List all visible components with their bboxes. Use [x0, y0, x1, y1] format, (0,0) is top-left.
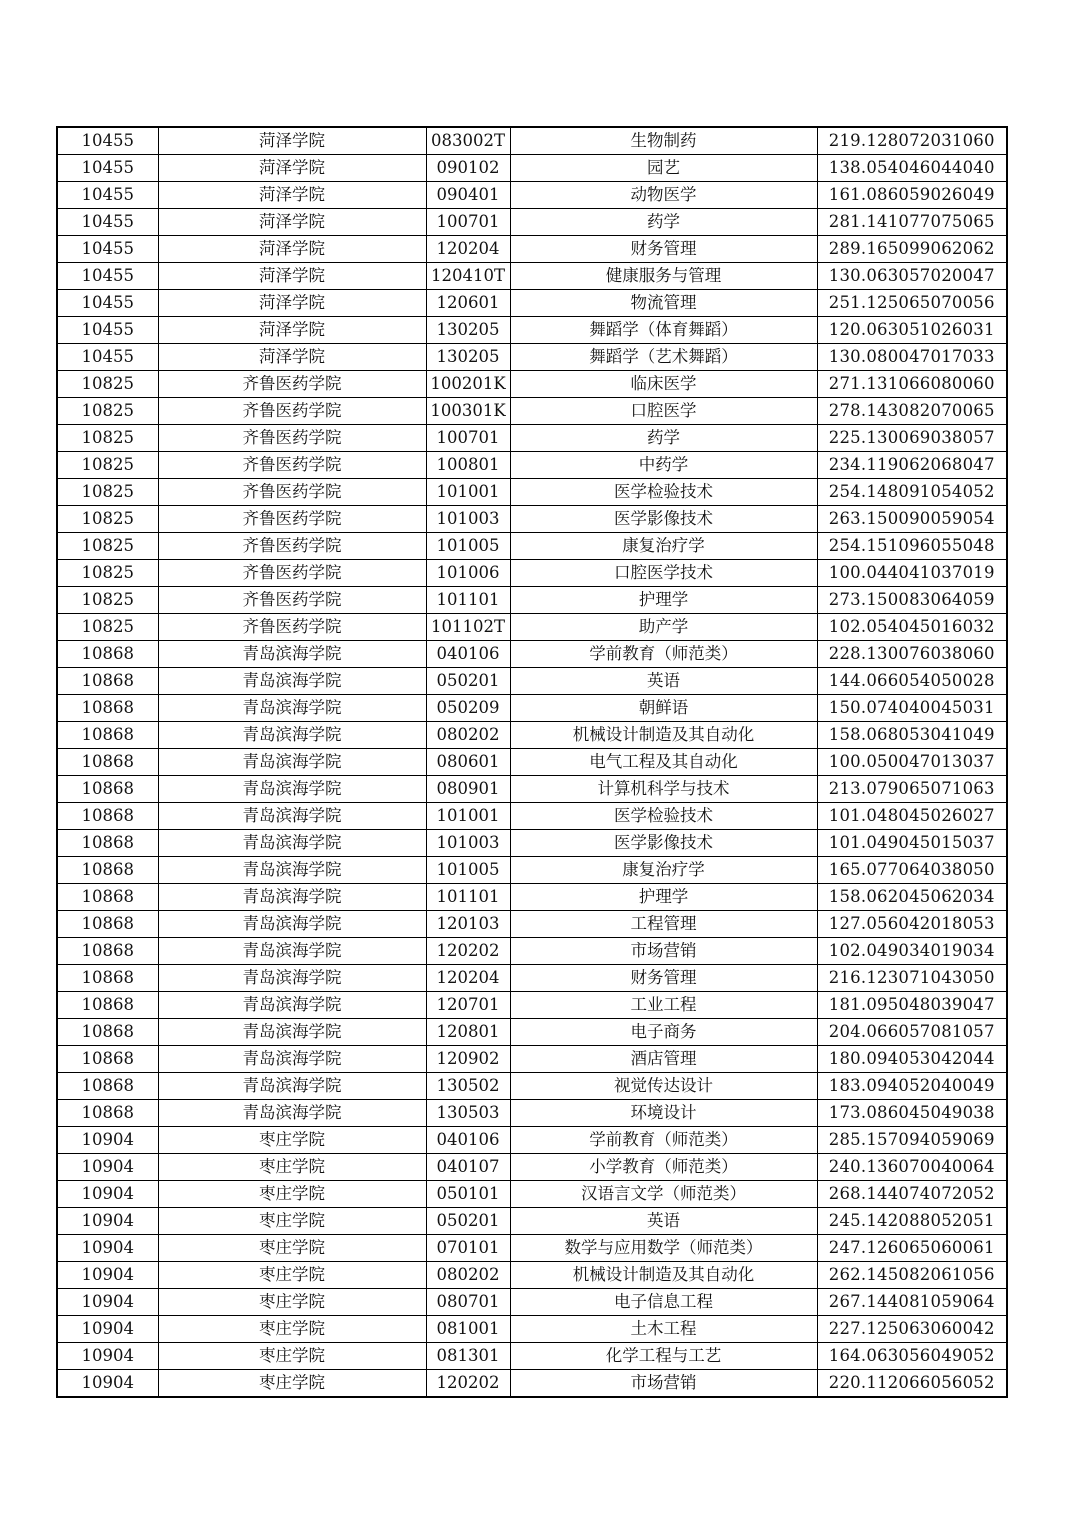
school-code-cell: 10868 — [57, 641, 158, 668]
table-row — [57, 344, 1007, 371]
school-name-cell: 枣庄学院 — [158, 1235, 426, 1262]
major-code-cell: 101006 — [426, 560, 510, 587]
major-code-cell: 040107 — [426, 1154, 510, 1181]
school-name-cell: 齐鲁医药学院 — [158, 479, 426, 506]
table-row — [57, 803, 1007, 830]
major-name-cell: 动物医学 — [510, 182, 817, 209]
major-code-cell: 101001 — [426, 803, 510, 830]
table-row — [57, 506, 1007, 533]
school-code-cell: 10825 — [57, 452, 158, 479]
table-row — [57, 857, 1007, 884]
school-name-cell: 菏泽学院 — [158, 344, 426, 371]
table-body — [57, 127, 1007, 1397]
major-name-cell: 机械设计制造及其自动化 — [510, 1262, 817, 1289]
school-code-cell: 10868 — [57, 884, 158, 911]
score-cell: 267.144081059064 — [817, 1289, 1007, 1316]
school-code-cell: 10455 — [57, 236, 158, 263]
major-code-cell: 050209 — [426, 695, 510, 722]
score-cell: 138.054046044040 — [817, 155, 1007, 182]
major-code-cell: 120202 — [426, 1370, 510, 1398]
school-code-cell: 10825 — [57, 587, 158, 614]
score-cell: 227.125063060042 — [817, 1316, 1007, 1343]
major-code-cell: 080901 — [426, 776, 510, 803]
major-code-cell: 120204 — [426, 965, 510, 992]
table-row — [57, 127, 1007, 155]
school-name-cell: 青岛滨海学院 — [158, 938, 426, 965]
score-cell: 228.130076038060 — [817, 641, 1007, 668]
school-code-cell: 10868 — [57, 668, 158, 695]
table-row — [57, 182, 1007, 209]
score-cell: 181.095048039047 — [817, 992, 1007, 1019]
major-code-cell: 101005 — [426, 533, 510, 560]
major-code-cell: 120202 — [426, 938, 510, 965]
score-cell: 102.054045016032 — [817, 614, 1007, 641]
school-code-cell: 10868 — [57, 803, 158, 830]
major-code-cell: 050201 — [426, 668, 510, 695]
school-code-cell: 10868 — [57, 1046, 158, 1073]
school-code-cell: 10904 — [57, 1343, 158, 1370]
score-cell: 220.112066056052 — [817, 1370, 1007, 1398]
school-code-cell: 10904 — [57, 1127, 158, 1154]
school-name-cell: 青岛滨海学院 — [158, 803, 426, 830]
major-code-cell: 120204 — [426, 236, 510, 263]
school-name-cell: 青岛滨海学院 — [158, 668, 426, 695]
major-name-cell: 工程管理 — [510, 911, 817, 938]
school-code-cell: 10825 — [57, 506, 158, 533]
major-name-cell: 朝鲜语 — [510, 695, 817, 722]
table-row — [57, 533, 1007, 560]
major-name-cell: 康复治疗学 — [510, 533, 817, 560]
major-code-cell: 070101 — [426, 1235, 510, 1262]
school-code-cell: 10904 — [57, 1154, 158, 1181]
school-code-cell: 10455 — [57, 263, 158, 290]
table-row — [57, 1235, 1007, 1262]
major-name-cell: 护理学 — [510, 884, 817, 911]
major-name-cell: 市场营销 — [510, 1370, 817, 1398]
table-row — [57, 1262, 1007, 1289]
school-name-cell: 青岛滨海学院 — [158, 857, 426, 884]
admission-scores-table — [56, 126, 1008, 1398]
school-name-cell: 齐鲁医药学院 — [158, 533, 426, 560]
major-code-cell: 120103 — [426, 911, 510, 938]
table-row — [57, 722, 1007, 749]
school-name-cell: 菏泽学院 — [158, 290, 426, 317]
school-name-cell: 菏泽学院 — [158, 317, 426, 344]
major-name-cell: 财务管理 — [510, 965, 817, 992]
school-code-cell: 10825 — [57, 425, 158, 452]
major-name-cell: 药学 — [510, 425, 817, 452]
major-code-cell: 100301K — [426, 398, 510, 425]
major-name-cell: 助产学 — [510, 614, 817, 641]
score-cell: 278.143082070065 — [817, 398, 1007, 425]
school-name-cell: 菏泽学院 — [158, 236, 426, 263]
school-name-cell: 齐鲁医药学院 — [158, 425, 426, 452]
major-name-cell: 口腔医学技术 — [510, 560, 817, 587]
score-cell: 204.066057081057 — [817, 1019, 1007, 1046]
major-name-cell: 舞蹈学（艺术舞蹈） — [510, 344, 817, 371]
major-code-cell: 100201K — [426, 371, 510, 398]
school-code-cell: 10455 — [57, 209, 158, 236]
score-cell: 164.063056049052 — [817, 1343, 1007, 1370]
school-code-cell: 10904 — [57, 1316, 158, 1343]
school-name-cell: 青岛滨海学院 — [158, 1100, 426, 1127]
school-name-cell: 菏泽学院 — [158, 127, 426, 155]
major-name-cell: 园艺 — [510, 155, 817, 182]
major-code-cell: 120902 — [426, 1046, 510, 1073]
school-name-cell: 齐鲁医药学院 — [158, 398, 426, 425]
major-code-cell: 040106 — [426, 641, 510, 668]
score-cell: 234.119062068047 — [817, 452, 1007, 479]
school-name-cell: 青岛滨海学院 — [158, 911, 426, 938]
major-code-cell: 080601 — [426, 749, 510, 776]
table-row — [57, 992, 1007, 1019]
major-name-cell: 电子信息工程 — [510, 1289, 817, 1316]
table-row — [57, 452, 1007, 479]
score-cell: 100.044041037019 — [817, 560, 1007, 587]
school-code-cell: 10455 — [57, 127, 158, 155]
major-code-cell: 130503 — [426, 1100, 510, 1127]
major-name-cell: 汉语言文学（师范类） — [510, 1181, 817, 1208]
school-code-cell: 10868 — [57, 1073, 158, 1100]
score-cell: 213.079065071063 — [817, 776, 1007, 803]
major-code-cell: 050201 — [426, 1208, 510, 1235]
major-name-cell: 化学工程与工艺 — [510, 1343, 817, 1370]
school-name-cell: 枣庄学院 — [158, 1316, 426, 1343]
table-row — [57, 1100, 1007, 1127]
table-row — [57, 587, 1007, 614]
major-code-cell: 101101 — [426, 884, 510, 911]
major-name-cell: 工业工程 — [510, 992, 817, 1019]
major-code-cell: 090102 — [426, 155, 510, 182]
score-cell: 245.142088052051 — [817, 1208, 1007, 1235]
score-cell: 254.148091054052 — [817, 479, 1007, 506]
major-name-cell: 中药学 — [510, 452, 817, 479]
major-name-cell: 物流管理 — [510, 290, 817, 317]
school-code-cell: 10868 — [57, 776, 158, 803]
table-row — [57, 614, 1007, 641]
table-row — [57, 965, 1007, 992]
major-code-cell: 090401 — [426, 182, 510, 209]
major-name-cell: 视觉传达设计 — [510, 1073, 817, 1100]
table-row — [57, 425, 1007, 452]
major-code-cell: 101101 — [426, 587, 510, 614]
major-code-cell: 120601 — [426, 290, 510, 317]
major-code-cell: 040106 — [426, 1127, 510, 1154]
score-cell: 240.136070040064 — [817, 1154, 1007, 1181]
table-row — [57, 317, 1007, 344]
school-name-cell: 青岛滨海学院 — [158, 965, 426, 992]
school-code-cell: 10455 — [57, 182, 158, 209]
score-cell: 144.066054050028 — [817, 668, 1007, 695]
score-cell: 161.086059026049 — [817, 182, 1007, 209]
score-cell: 120.063051026031 — [817, 317, 1007, 344]
school-code-cell: 10455 — [57, 317, 158, 344]
school-name-cell: 菏泽学院 — [158, 263, 426, 290]
table-row — [57, 155, 1007, 182]
major-name-cell: 护理学 — [510, 587, 817, 614]
score-cell: 289.165099062062 — [817, 236, 1007, 263]
score-cell: 183.094052040049 — [817, 1073, 1007, 1100]
major-code-cell: 100701 — [426, 209, 510, 236]
school-code-cell: 10868 — [57, 830, 158, 857]
score-cell: 127.056042018053 — [817, 911, 1007, 938]
score-cell: 102.049034019034 — [817, 938, 1007, 965]
table-row — [57, 1073, 1007, 1100]
major-name-cell: 计算机科学与技术 — [510, 776, 817, 803]
major-code-cell: 101001 — [426, 479, 510, 506]
score-cell: 262.145082061056 — [817, 1262, 1007, 1289]
school-code-cell: 10904 — [57, 1262, 158, 1289]
school-code-cell: 10825 — [57, 371, 158, 398]
score-cell: 281.141077075065 — [817, 209, 1007, 236]
major-code-cell: 080202 — [426, 1262, 510, 1289]
school-code-cell: 10904 — [57, 1208, 158, 1235]
school-code-cell: 10868 — [57, 992, 158, 1019]
school-name-cell: 青岛滨海学院 — [158, 1046, 426, 1073]
school-code-cell: 10825 — [57, 479, 158, 506]
table-row — [57, 479, 1007, 506]
major-name-cell: 医学影像技术 — [510, 830, 817, 857]
school-name-cell: 菏泽学院 — [158, 209, 426, 236]
score-cell: 158.062045062034 — [817, 884, 1007, 911]
major-code-cell: 081001 — [426, 1316, 510, 1343]
school-name-cell: 枣庄学院 — [158, 1370, 426, 1398]
score-cell: 219.128072031060 — [817, 127, 1007, 155]
major-code-cell: 130502 — [426, 1073, 510, 1100]
school-name-cell: 枣庄学院 — [158, 1127, 426, 1154]
table-row — [57, 911, 1007, 938]
table-row — [57, 1289, 1007, 1316]
major-name-cell: 医学检验技术 — [510, 803, 817, 830]
table-row — [57, 668, 1007, 695]
school-name-cell: 齐鲁医药学院 — [158, 371, 426, 398]
major-name-cell: 英语 — [510, 668, 817, 695]
school-code-cell: 10455 — [57, 155, 158, 182]
table-row — [57, 1370, 1007, 1398]
school-name-cell: 青岛滨海学院 — [158, 776, 426, 803]
table-row — [57, 1181, 1007, 1208]
major-name-cell: 医学检验技术 — [510, 479, 817, 506]
major-name-cell: 健康服务与管理 — [510, 263, 817, 290]
score-cell: 251.125065070056 — [817, 290, 1007, 317]
major-name-cell: 口腔医学 — [510, 398, 817, 425]
school-name-cell: 青岛滨海学院 — [158, 992, 426, 1019]
table-row — [57, 1019, 1007, 1046]
table-row — [57, 290, 1007, 317]
school-name-cell: 青岛滨海学院 — [158, 749, 426, 776]
major-name-cell: 小学教育（师范类） — [510, 1154, 817, 1181]
school-code-cell: 10868 — [57, 695, 158, 722]
school-name-cell: 青岛滨海学院 — [158, 1019, 426, 1046]
major-code-cell: 101102T — [426, 614, 510, 641]
school-code-cell: 10868 — [57, 722, 158, 749]
score-cell: 225.130069038057 — [817, 425, 1007, 452]
major-name-cell: 土木工程 — [510, 1316, 817, 1343]
score-cell: 173.086045049038 — [817, 1100, 1007, 1127]
score-cell: 263.150090059054 — [817, 506, 1007, 533]
major-code-cell: 081301 — [426, 1343, 510, 1370]
school-code-cell: 10868 — [57, 911, 158, 938]
score-cell: 180.094053042044 — [817, 1046, 1007, 1073]
admission-scores-table-container — [56, 126, 1006, 1398]
major-name-cell: 电子商务 — [510, 1019, 817, 1046]
score-cell: 273.150083064059 — [817, 587, 1007, 614]
major-name-cell: 机械设计制造及其自动化 — [510, 722, 817, 749]
major-code-cell: 100701 — [426, 425, 510, 452]
major-code-cell: 100801 — [426, 452, 510, 479]
major-name-cell: 财务管理 — [510, 236, 817, 263]
table-row — [57, 1154, 1007, 1181]
major-code-cell: 120801 — [426, 1019, 510, 1046]
school-code-cell: 10825 — [57, 533, 158, 560]
major-name-cell: 药学 — [510, 209, 817, 236]
major-name-cell: 康复治疗学 — [510, 857, 817, 884]
school-name-cell: 菏泽学院 — [158, 182, 426, 209]
school-code-cell: 10868 — [57, 857, 158, 884]
major-name-cell: 电气工程及其自动化 — [510, 749, 817, 776]
table-row — [57, 749, 1007, 776]
score-cell: 130.063057020047 — [817, 263, 1007, 290]
major-code-cell: 050101 — [426, 1181, 510, 1208]
school-code-cell: 10825 — [57, 398, 158, 425]
score-cell: 165.077064038050 — [817, 857, 1007, 884]
school-name-cell: 齐鲁医药学院 — [158, 614, 426, 641]
score-cell: 150.074040045031 — [817, 695, 1007, 722]
score-cell: 271.131066080060 — [817, 371, 1007, 398]
score-cell: 254.151096055048 — [817, 533, 1007, 560]
table-row — [57, 1127, 1007, 1154]
school-code-cell: 10455 — [57, 290, 158, 317]
school-name-cell: 齐鲁医药学院 — [158, 506, 426, 533]
major-code-cell: 083002T — [426, 127, 510, 155]
school-name-cell: 青岛滨海学院 — [158, 641, 426, 668]
major-name-cell: 医学影像技术 — [510, 506, 817, 533]
table-row — [57, 263, 1007, 290]
major-name-cell: 英语 — [510, 1208, 817, 1235]
school-name-cell: 青岛滨海学院 — [158, 1073, 426, 1100]
school-code-cell: 10825 — [57, 560, 158, 587]
table-row — [57, 1343, 1007, 1370]
score-cell: 100.050047013037 — [817, 749, 1007, 776]
score-cell: 158.068053041049 — [817, 722, 1007, 749]
major-name-cell: 生物制药 — [510, 127, 817, 155]
major-name-cell: 学前教育（师范类） — [510, 1127, 817, 1154]
table-row — [57, 695, 1007, 722]
table-row — [57, 1316, 1007, 1343]
major-code-cell: 101003 — [426, 830, 510, 857]
major-name-cell: 市场营销 — [510, 938, 817, 965]
school-name-cell: 青岛滨海学院 — [158, 722, 426, 749]
table-row — [57, 560, 1007, 587]
school-name-cell: 菏泽学院 — [158, 155, 426, 182]
school-code-cell: 10904 — [57, 1235, 158, 1262]
school-name-cell: 青岛滨海学院 — [158, 695, 426, 722]
major-code-cell: 080701 — [426, 1289, 510, 1316]
score-cell: 101.048045026027 — [817, 803, 1007, 830]
score-cell: 216.123071043050 — [817, 965, 1007, 992]
school-name-cell: 青岛滨海学院 — [158, 884, 426, 911]
major-name-cell: 环境设计 — [510, 1100, 817, 1127]
school-name-cell: 枣庄学院 — [158, 1343, 426, 1370]
school-name-cell: 齐鲁医药学院 — [158, 560, 426, 587]
score-cell: 247.126065060061 — [817, 1235, 1007, 1262]
table-row — [57, 830, 1007, 857]
major-name-cell: 酒店管理 — [510, 1046, 817, 1073]
school-name-cell: 枣庄学院 — [158, 1181, 426, 1208]
score-cell: 285.157094059069 — [817, 1127, 1007, 1154]
school-name-cell: 枣庄学院 — [158, 1289, 426, 1316]
major-code-cell: 120701 — [426, 992, 510, 1019]
table-row — [57, 776, 1007, 803]
school-code-cell: 10868 — [57, 938, 158, 965]
major-name-cell: 舞蹈学（体育舞蹈） — [510, 317, 817, 344]
major-code-cell: 130205 — [426, 344, 510, 371]
school-name-cell: 枣庄学院 — [158, 1154, 426, 1181]
major-name-cell: 临床医学 — [510, 371, 817, 398]
major-code-cell: 130205 — [426, 317, 510, 344]
school-code-cell: 10904 — [57, 1289, 158, 1316]
table-row — [57, 1046, 1007, 1073]
school-code-cell: 10825 — [57, 614, 158, 641]
score-cell: 130.080047017033 — [817, 344, 1007, 371]
score-cell: 101.049045015037 — [817, 830, 1007, 857]
school-name-cell: 齐鲁医药学院 — [158, 452, 426, 479]
school-code-cell: 10904 — [57, 1181, 158, 1208]
school-code-cell: 10868 — [57, 1100, 158, 1127]
table-row — [57, 371, 1007, 398]
major-name-cell: 学前教育（师范类） — [510, 641, 817, 668]
school-code-cell: 10868 — [57, 1019, 158, 1046]
school-code-cell: 10904 — [57, 1370, 158, 1398]
table-row — [57, 884, 1007, 911]
major-name-cell: 数学与应用数学（师范类） — [510, 1235, 817, 1262]
major-code-cell: 101003 — [426, 506, 510, 533]
school-code-cell: 10455 — [57, 344, 158, 371]
major-code-cell: 120410T — [426, 263, 510, 290]
major-code-cell: 101005 — [426, 857, 510, 884]
school-code-cell: 10868 — [57, 965, 158, 992]
score-cell: 268.144074072052 — [817, 1181, 1007, 1208]
school-name-cell: 枣庄学院 — [158, 1208, 426, 1235]
table-row — [57, 236, 1007, 263]
table-row — [57, 1208, 1007, 1235]
school-name-cell: 齐鲁医药学院 — [158, 587, 426, 614]
school-code-cell: 10868 — [57, 749, 158, 776]
school-name-cell: 青岛滨海学院 — [158, 830, 426, 857]
table-row — [57, 209, 1007, 236]
table-row — [57, 641, 1007, 668]
major-code-cell: 080202 — [426, 722, 510, 749]
school-name-cell: 枣庄学院 — [158, 1262, 426, 1289]
table-row — [57, 398, 1007, 425]
table-row — [57, 938, 1007, 965]
